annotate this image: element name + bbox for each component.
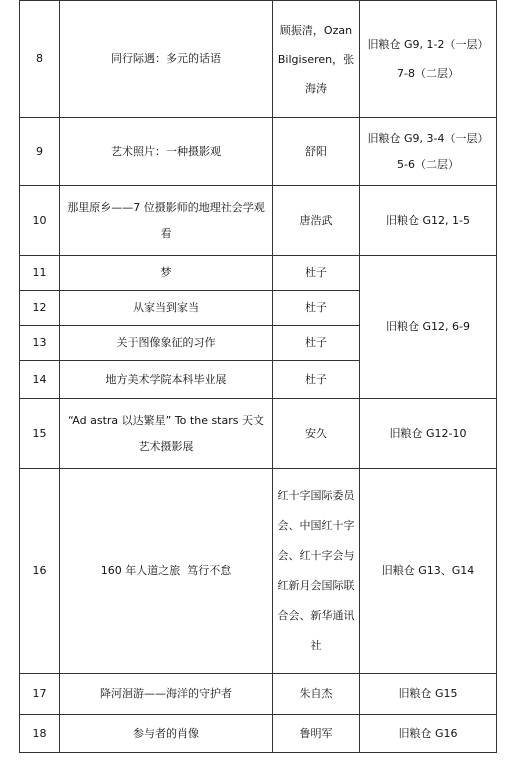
author-line: 顾振清，Ozan (279, 23, 353, 37)
title-line: 看 (160, 226, 172, 240)
exhibition-table (19, 0, 497, 753)
author-cell: 朱自杰 (273, 674, 360, 715)
table-row (20, 674, 497, 715)
title-line: “Ad astra 以达繁星” To the stars 天文 (68, 413, 264, 427)
exhibition-title: 同行际遇：多元的话语 (60, 1, 273, 118)
exhibition-title: 艺术照片：一种摄影观 (60, 118, 273, 186)
author-cell: 唐浩武 (273, 186, 360, 256)
table-row (20, 186, 497, 256)
row-number: 8 (20, 1, 60, 118)
author-line: 社 (310, 639, 322, 652)
exhibition-title: 160 年人道之旅 笃行不怠 (60, 469, 273, 674)
table-row (20, 118, 497, 186)
table-row (20, 256, 497, 291)
venue-line: 7-8（二层） (397, 67, 459, 80)
venue-line: 旧粮仓 G9, 1-2（一层） (367, 38, 489, 51)
table-row (20, 399, 497, 469)
row-number: 14 (20, 361, 60, 399)
table-row (20, 469, 497, 674)
author-cell: 安久 (273, 399, 360, 469)
author-cell: 杜子 (273, 326, 360, 361)
exhibition-title (60, 186, 273, 256)
author-cell: 杜子 (273, 291, 360, 326)
exhibition-title: 梦 (60, 256, 273, 291)
table-row (20, 715, 497, 753)
row-number: 17 (20, 674, 60, 715)
venue-cell (360, 1, 497, 118)
author-cell: 鲁明军 (273, 715, 360, 753)
table-row (20, 1, 497, 118)
exhibition-title: 地方美术学院本科毕业展 (60, 361, 273, 399)
exhibition-title (60, 399, 273, 469)
exhibition-title: 降河洄游——海洋的守护者 (60, 674, 273, 715)
author-cell (273, 469, 360, 674)
venue-cell: 旧粮仓 G16 (360, 715, 497, 753)
exhibition-title: 关于图像象征的习作 (60, 326, 273, 361)
author-line: 会、中国红十字 (277, 519, 355, 532)
author-line: 红十字国际委员 (277, 489, 355, 502)
row-number: 12 (20, 291, 60, 326)
author-line: 会、红十字会与 (277, 549, 355, 562)
venue-cell: 旧粮仓 G12-10 (360, 399, 497, 469)
venue-cell-merged: 旧粮仓 G12, 6-9 (360, 256, 497, 399)
venue-cell: 旧粮仓 G12, 1-5 (360, 186, 497, 256)
row-number: 13 (20, 326, 60, 361)
row-number: 18 (20, 715, 60, 753)
author-cell (273, 1, 360, 118)
author-line: 红新月会国际联 (277, 579, 355, 592)
venue-line: 5-6（二层） (397, 157, 459, 171)
venue-cell: 旧粮仓 G13、G14 (360, 469, 497, 674)
row-number: 16 (20, 469, 60, 674)
venue-cell: 旧粮仓 G15 (360, 674, 497, 715)
row-number: 10 (20, 186, 60, 256)
exhibition-title: 参与者的肖像 (60, 715, 273, 753)
row-number: 11 (20, 256, 60, 291)
author-cell: 杜子 (273, 361, 360, 399)
title-line: 那里原乡——7 位摄影师的地理社会学观 (67, 200, 265, 214)
author-cell: 舒阳 (273, 118, 360, 186)
exhibition-title: 从家当到家当 (60, 291, 273, 326)
author-line: Bilgiseren，张 (277, 52, 355, 66)
row-number: 15 (20, 399, 60, 469)
author-cell: 杜子 (273, 256, 360, 291)
row-number: 9 (20, 118, 60, 186)
author-line: 合会、新华通讯 (277, 609, 355, 622)
author-line: 海涛 (305, 81, 327, 95)
title-line: 艺术摄影展 (138, 439, 194, 453)
venue-cell (360, 118, 497, 186)
venue-line: 旧粮仓 G9, 3-4（一层） (367, 131, 489, 145)
